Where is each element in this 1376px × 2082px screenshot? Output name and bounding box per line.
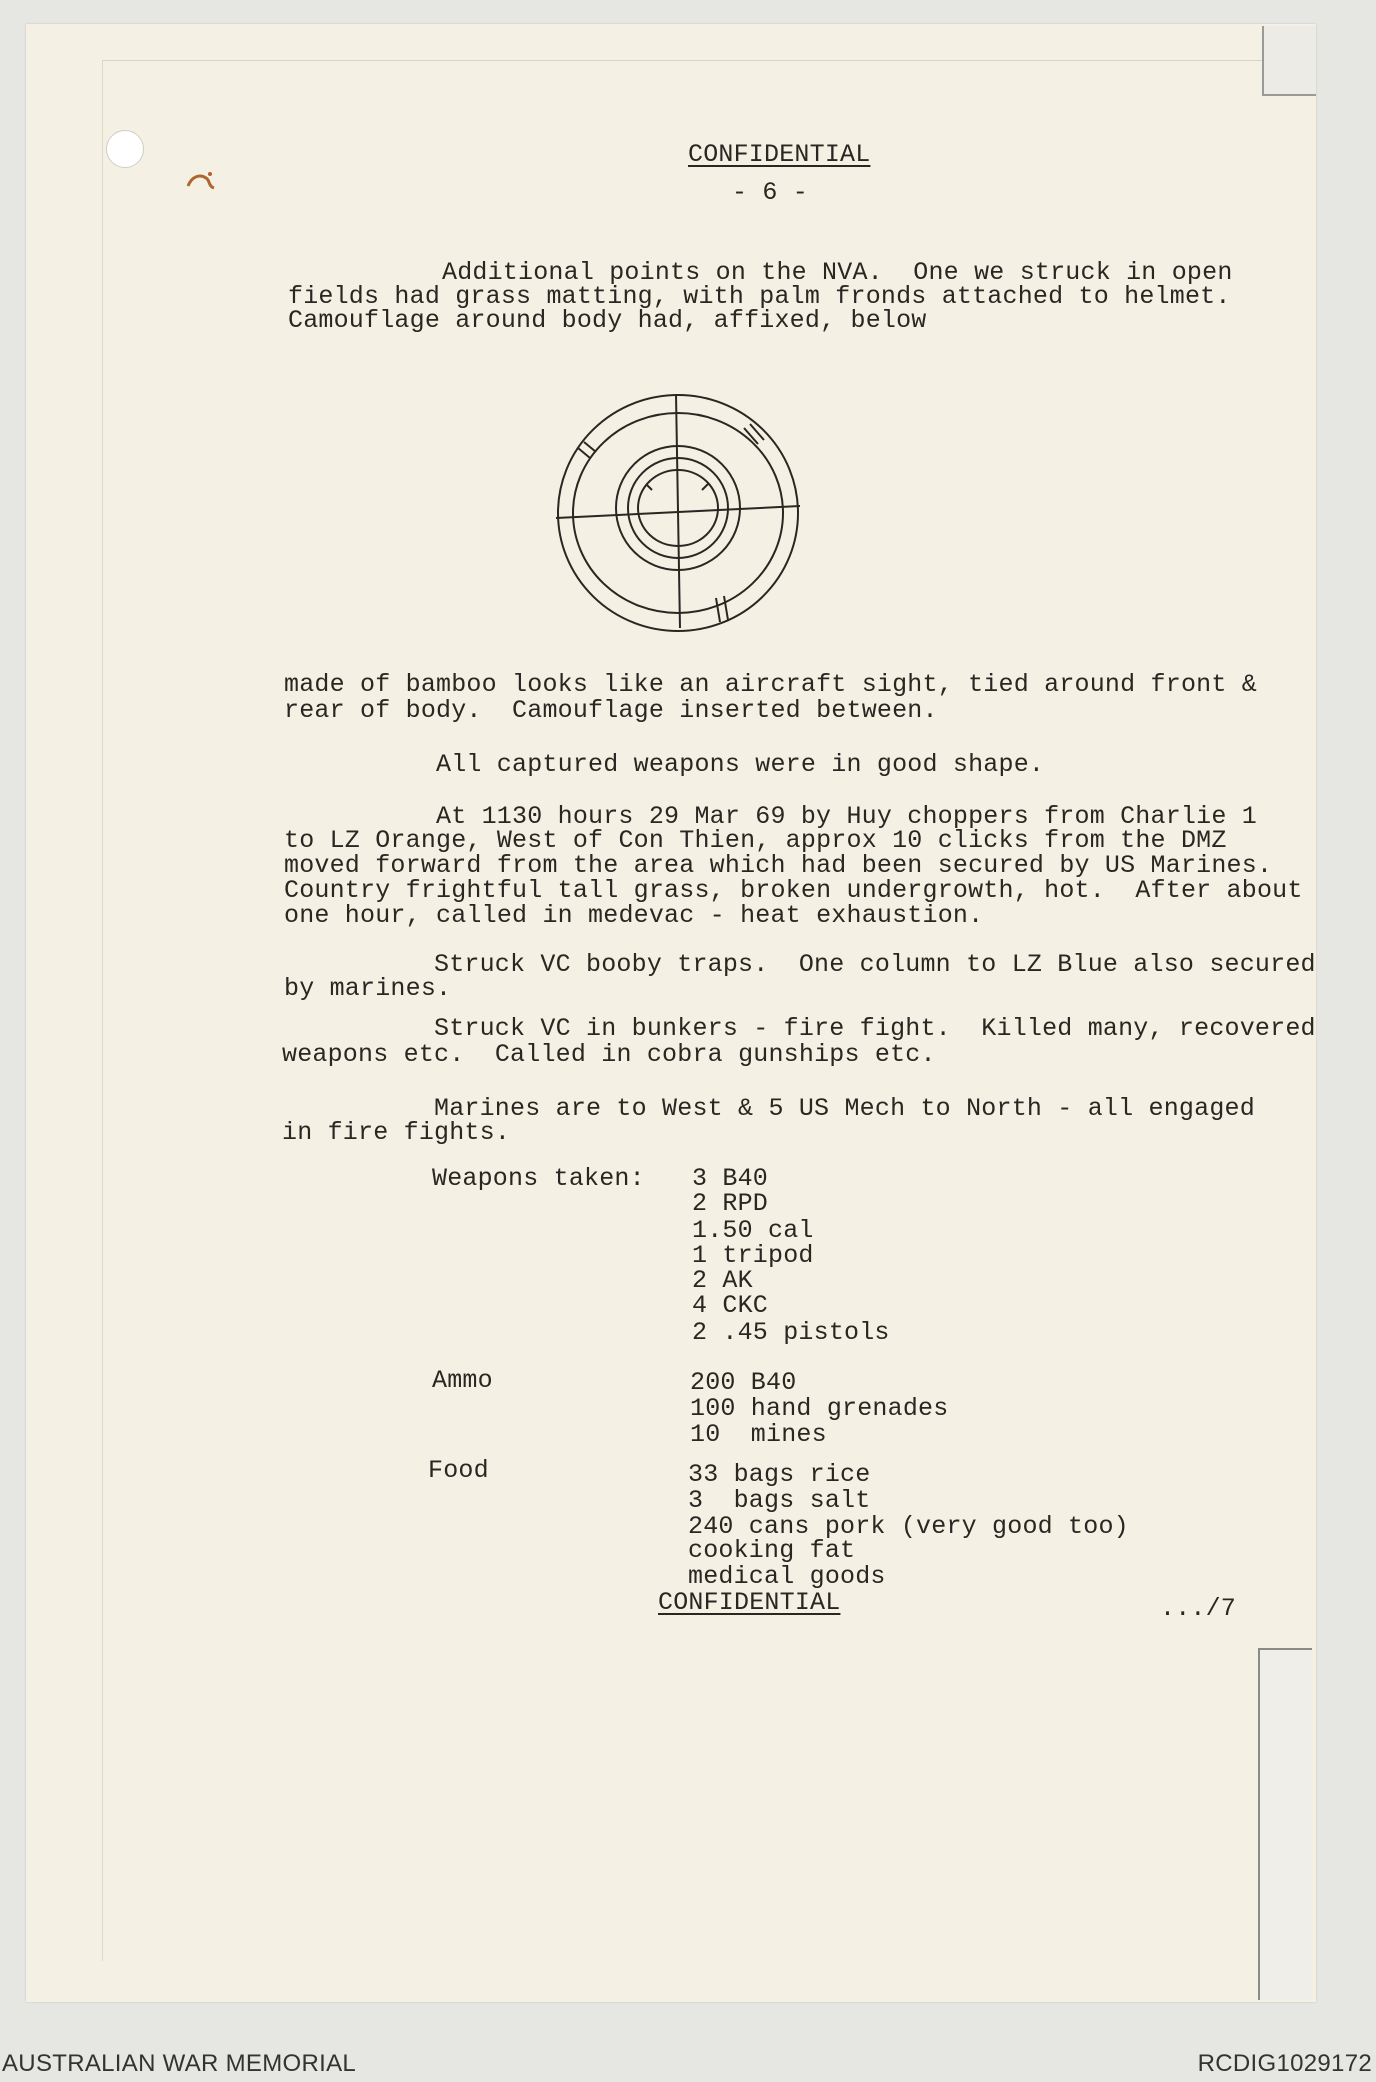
binding-strip-bottom (1258, 1648, 1312, 2000)
list-item: 10 mines (690, 1420, 827, 1449)
continuation-marker: .../7 (1160, 1594, 1237, 1623)
list-item: 100 hand grenades (690, 1394, 949, 1423)
punch-hole (106, 130, 144, 168)
paragraph-line: Struck VC in bunkers - fire fight. Killed many, recovered (434, 1014, 1316, 1043)
page-number: - 6 - (732, 178, 809, 207)
paragraph-line: to LZ Orange, West of Con Thien, approx 10 clicks from the DMZ (284, 826, 1227, 855)
paragraph-line: Camouflage around body had, affixed, below (288, 306, 927, 335)
list-item: 2 RPD (692, 1189, 769, 1218)
paragraph-line: fields had grass matting, with palm fronds attached to helmet. (288, 282, 1231, 311)
list-item: 3 B40 (692, 1164, 769, 1193)
binding-strip-top (1262, 26, 1316, 96)
list-item: 4 CKC (692, 1291, 769, 1320)
paragraph-line: At 1130 hours 29 Mar 69 by Huy choppers from Charlie 1 (436, 802, 1257, 831)
paragraph-line: in fire fights. (282, 1118, 511, 1147)
list-item: 1 tripod (692, 1241, 814, 1270)
list-item: 200 B40 (690, 1368, 797, 1397)
food-label: Food (428, 1456, 489, 1485)
list-item: 2 AK (692, 1266, 753, 1295)
list-item: 240 cans pork (very good too) (688, 1512, 1129, 1541)
paragraph-line: weapons etc. Called in cobra gunships etc. (282, 1040, 936, 1069)
bamboo-sight-sketch (548, 388, 808, 648)
header-classification: CONFIDENTIAL (688, 140, 871, 169)
paragraph-line: Additional points on the NVA. One we struck in open (442, 258, 1233, 287)
list-item: cooking fat (688, 1536, 856, 1565)
paragraph-line: Struck VC booby traps. One column to LZ Blue also secured (434, 950, 1316, 979)
paragraph-line: All captured weapons were in good shape. (436, 750, 1045, 779)
footer-classification: CONFIDENTIAL (658, 1588, 841, 1617)
ammo-label: Ammo (432, 1366, 493, 1395)
list-item: 33 bags rice (688, 1460, 871, 1489)
archive-id: RCDIG1029172 (1197, 2050, 1372, 2077)
paragraph-line: by marines. (284, 974, 452, 1003)
list-item: 2 .45 pistols (692, 1318, 890, 1347)
paragraph-line: Country frightful tall grass, broken undergrowth, hot. After about (284, 876, 1303, 905)
rust-stain (186, 168, 220, 192)
carbon-edge (102, 60, 1313, 1961)
list-item: medical goods (688, 1562, 886, 1591)
list-item: 3 bags salt (688, 1486, 871, 1515)
list-item: 1.50 cal (692, 1216, 814, 1245)
weapons-label: Weapons taken: (432, 1164, 645, 1193)
paragraph-line: one hour, called in medevac - heat exhaustion. (284, 901, 984, 930)
paragraph-line: made of bamboo looks like an aircraft sight, tied around front & (284, 670, 1257, 699)
paragraph-line: moved forward from the area which had been secured by US Marines. (284, 851, 1273, 880)
paragraph-line: rear of body. Camouflage inserted between. (284, 696, 938, 725)
paragraph-line: Marines are to West & 5 US Mech to North - all engaged (434, 1094, 1255, 1123)
archive-credit: AUSTRALIAN WAR MEMORIAL (2, 2050, 357, 2077)
